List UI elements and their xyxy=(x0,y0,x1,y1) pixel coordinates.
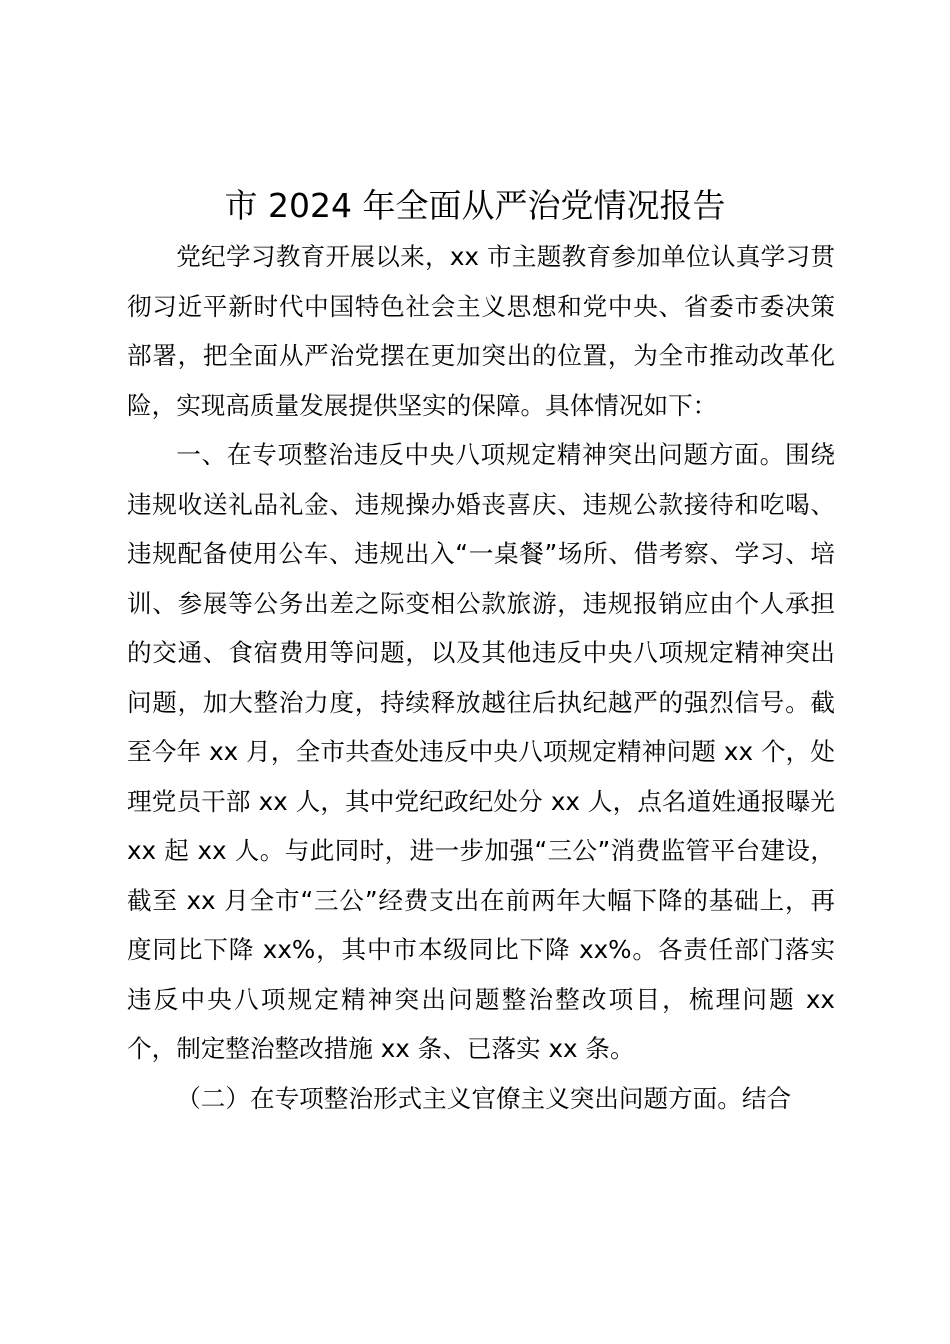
paragraph-intro: 党纪学习教育开展以来，xx 市主题教育参加单位认真学习贯彻习近平新时代中国特色社会主义思想和党中央、省委市委决策部署，把全面从严治党摆在更加突出的位置，为全市推动改革化险，实现高质量发展提供坚实的保障。具体情况如下： xyxy=(127,242,835,420)
document-body xyxy=(127,232,835,1123)
document-title: 市 2024 年全面从严治党情况报告 xyxy=(224,186,726,225)
paragraph-section-two: （二）在专项整治形式主义官僚主义突出问题方面。结合 xyxy=(176,1083,792,1113)
paragraph-section-one: 一、在专项整治违反中央八项规定精神突出问题方面。围绕违规收送礼品礼金、违规操办婚丧喜庆、违规公款接待和吃喝、违规配备使用公车、违规出入“一桌餐”场所、借考察、学习、培训、参展等公务出差之际变相公款旅游，违规报销应由个人承担的交通、食宿费用等问题，以及其他违反中央八项规定精神突出问题，加大整治力度，持续释放越往后执纪越严的强烈信号。截至今年 xx 月，全市共查处违反中央八项规定精神问题 xx 个，处理党员干部 xx 人，其中党纪政纪处分 xx 人，点名道姓通报曝光 xx 起 xx 人。与此同时，进一步加强“三公”消费监管平台建设，截至 xx 月全市“三公”经费支出在前两年大幅下降的基础上，再度同比下降 xx%，其中市本级同比下降 xx%。各责任部门落实违反中央八项规定精神突出问题整治整改项目，梳理问题 xx 个，制定整治整改措施 xx 条、已落实 xx 条。 xyxy=(127,440,835,1063)
